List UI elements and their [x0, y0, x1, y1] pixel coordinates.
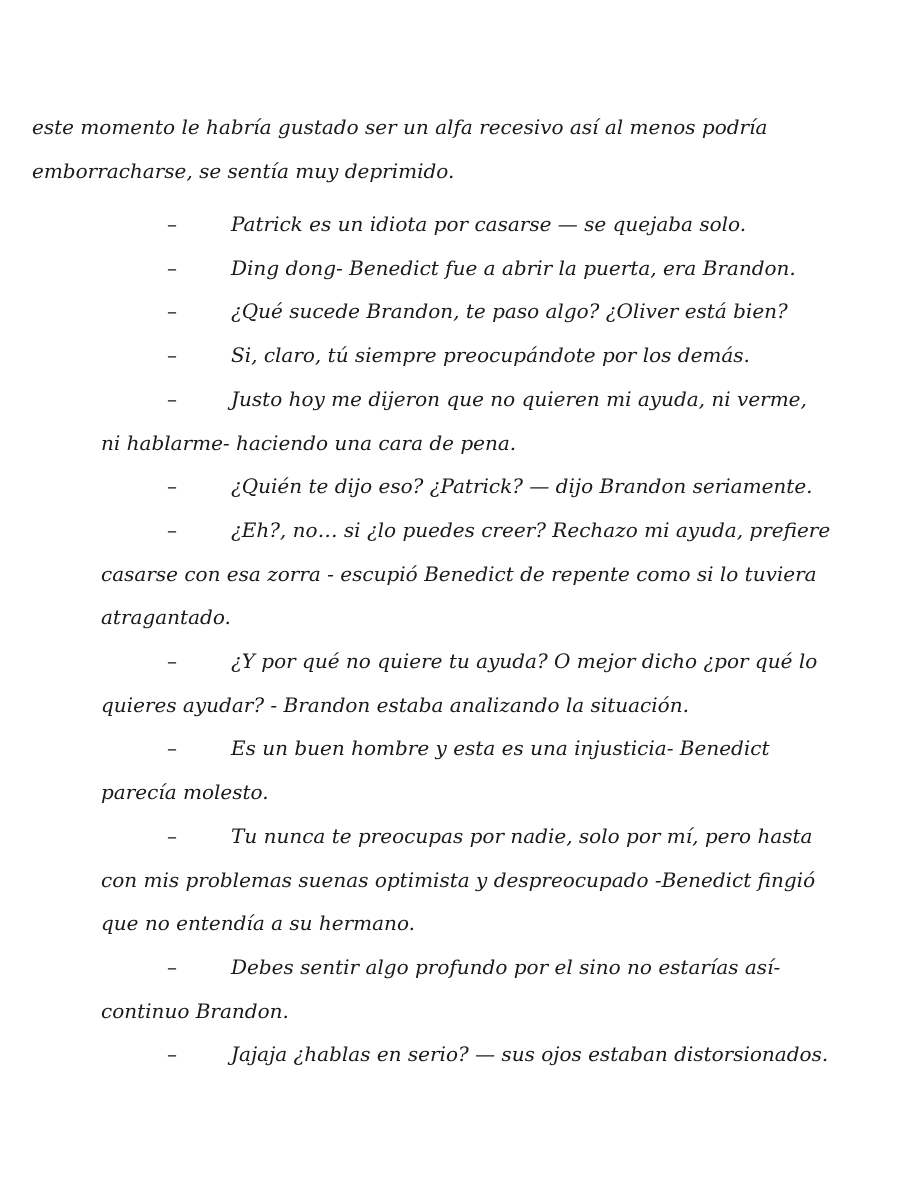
dialogue-first-line	[101, 727, 861, 771]
dialogue-continuation-line: que no entendía a su hermano.	[101, 911, 415, 936]
dialogue-dash-marker: –	[167, 212, 177, 236]
intro-line: este momento le habría gustado ser un alfa recesivo así al menos podría	[32, 115, 768, 139]
dialogue-text: Si, claro, tú siempre preocupándote por los demás.	[231, 343, 750, 368]
dialogue-text: Ding dong- Benedict fue a abrir la puerta, era Brandon.	[231, 255, 796, 280]
dialogue-continuation-line: casarse con esa zorra - escupió Benedict de repente como si lo tuviera	[101, 561, 817, 586]
intro-line: emborracharse, se sentía muy deprimido.	[32, 158, 455, 183]
dialogue-text: Patrick es un idiota por casarse — se quejaba solo.	[231, 212, 747, 236]
dialogue-dash-marker: –	[167, 386, 177, 411]
dialogue-first-line	[101, 203, 861, 247]
dialogue-text: ¿Qué sucede Brandon, te paso algo? ¿Oliver está bien?	[231, 299, 788, 324]
dialogue-entry	[101, 640, 861, 727]
dialogue-entry	[101, 727, 861, 814]
dialogue-text: ¿Quién te dijo eso? ¿Patrick? — dijo Brandon seriamente.	[231, 474, 813, 499]
dialogue-text: Jajaja ¿hablas en serio? — sus ojos estaban distorsionados.	[231, 1042, 829, 1067]
dialogue-first-line	[101, 378, 861, 422]
dialogue-dash-marker: –	[167, 299, 177, 324]
dialogue-entry	[101, 946, 861, 1033]
dialogue-entry	[101, 247, 861, 291]
dialogue-entry	[101, 378, 861, 465]
dialogue-first-line	[101, 815, 861, 859]
dialogue-first-line	[101, 1033, 861, 1077]
dialogue-dash-marker: –	[167, 474, 177, 499]
dialogue-first-line	[101, 465, 861, 509]
dialogue-text: Debes sentir algo profundo por el sino no estarías así-	[231, 954, 781, 979]
dialogue-first-line	[101, 290, 861, 334]
dialogue-text: ¿Y por qué no quiere tu ayuda? O mejor dicho ¿por qué lo	[231, 649, 818, 674]
intro-paragraph	[32, 106, 872, 193]
dialogue-first-line	[101, 247, 861, 291]
dialogue-list	[101, 203, 861, 1077]
dialogue-first-line	[101, 640, 861, 684]
dialogue-continuation-line: atragantado.	[101, 605, 231, 630]
dialogue-continuation-line: ni hablarme- haciendo una cara de pena.	[101, 430, 517, 455]
dialogue-dash-marker: –	[167, 954, 177, 979]
dialogue-entry	[101, 815, 861, 946]
dialogue-entry	[101, 465, 861, 509]
dialogue-dash-marker: –	[167, 649, 177, 674]
dialogue-first-line	[101, 334, 861, 378]
dialogue-entry	[101, 509, 861, 640]
dialogue-entry	[101, 1033, 861, 1077]
dialogue-continuation-line: quieres ayudar? - Brandon estaba analizando la situación.	[101, 692, 689, 717]
dialogue-text: Tu nunca te preocupas por nadie, solo por mí, pero hasta	[231, 823, 813, 848]
dialogue-dash-marker: –	[167, 517, 177, 542]
dialogue-dash-marker: –	[167, 255, 177, 280]
dialogue-dash-marker: –	[167, 736, 177, 761]
dialogue-entry	[101, 203, 861, 247]
dialogue-continuation-line: con mis problemas suenas optimista y despreocupado -Benedict fingió	[101, 867, 816, 892]
dialogue-continuation-line: parecía molesto.	[101, 780, 269, 805]
dialogue-first-line	[101, 946, 861, 990]
dialogue-dash-marker: –	[167, 343, 177, 368]
dialogue-continuation-line: continuo Brandon.	[101, 998, 289, 1023]
dialogue-entry	[101, 334, 861, 378]
dialogue-first-line	[101, 509, 861, 553]
dialogue-text: Justo hoy me dijeron que no quieren mi ayuda, ni verme,	[231, 386, 807, 411]
dialogue-entry	[101, 290, 861, 334]
dialogue-dash-marker: –	[167, 1042, 177, 1067]
dialogue-dash-marker: –	[167, 823, 177, 848]
dialogue-text: Es un buen hombre y esta es una injusticia- Benedict	[231, 736, 770, 761]
dialogue-text: ¿Eh?, no… si ¿lo puedes creer? Rechazo mi ayuda, prefiere	[231, 517, 831, 542]
